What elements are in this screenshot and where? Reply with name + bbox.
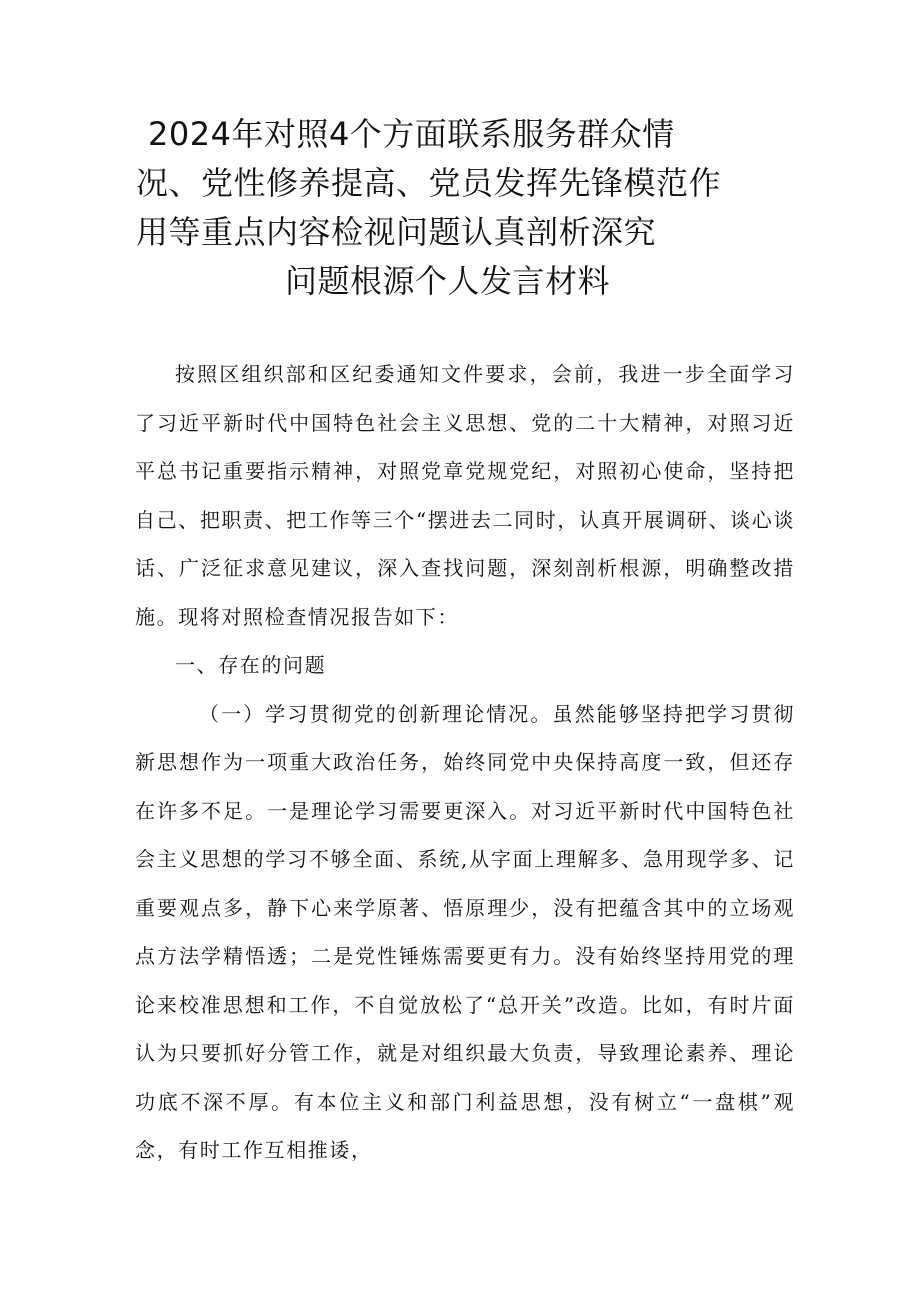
title-line-3: 用等重点内容检视问题认真剖析深究 xyxy=(136,213,657,251)
title-line-4: 问题根源个人发言材料 xyxy=(285,262,611,300)
section-heading-existing-problems: 一、存在的问题 xyxy=(175,653,327,677)
title-line-1: 2024年对照4个方面联系服务群众情 xyxy=(148,115,675,153)
document-title xyxy=(120,110,820,306)
subsection-paragraph-theory-study: （一）学习贯彻党的创新理论情况。虽然能够坚持把学习贯彻新思想作为一项重大政治任务，始终同党中央保持高度一致，但还存在许多不足。一是理论学习需要更深入。对习近平新时代中国特色社会主义思想的学习不够全面、系统,从字面上理解多、急用现学多、记重要观点多，静下心来学原著、悟原理少，没有把蕴含其中的立场观点方法学精悟透；二是党性锤炼需要更有力。没有始终坚持用党的理论来校准思想和工作，不自觉放松了“总开关”改造。比如，有时片面认为只要抓好分管工作，就是对组织最大负责，导致理论素养、理论功底不深不厚。有本位主义和部门利益思想，没有树立“一盘棋”观念，有时工作互相推诿， xyxy=(135,701,795,1162)
intro-paragraph: 按照区组织部和区纪委通知文件要求，会前，我进一步全面学习了习近平新时代中国特色社会主义思想、党的二十大精神，对照习近平总书记重要指示精神，对照党章党规党纪，对照初心使命，坚持把自己、把职责、把工作等三个“摆进去二同时，认真开展调研、谈心谈话、广泛征求意见建议，深入查找问题，深刻剖析根源，明确整改措施。现将对照检查情况报告如下： xyxy=(135,362,795,629)
document-body xyxy=(135,350,795,1175)
title-line-2: 况、党性修养提高、党员发挥先锋模范作 xyxy=(136,164,722,202)
